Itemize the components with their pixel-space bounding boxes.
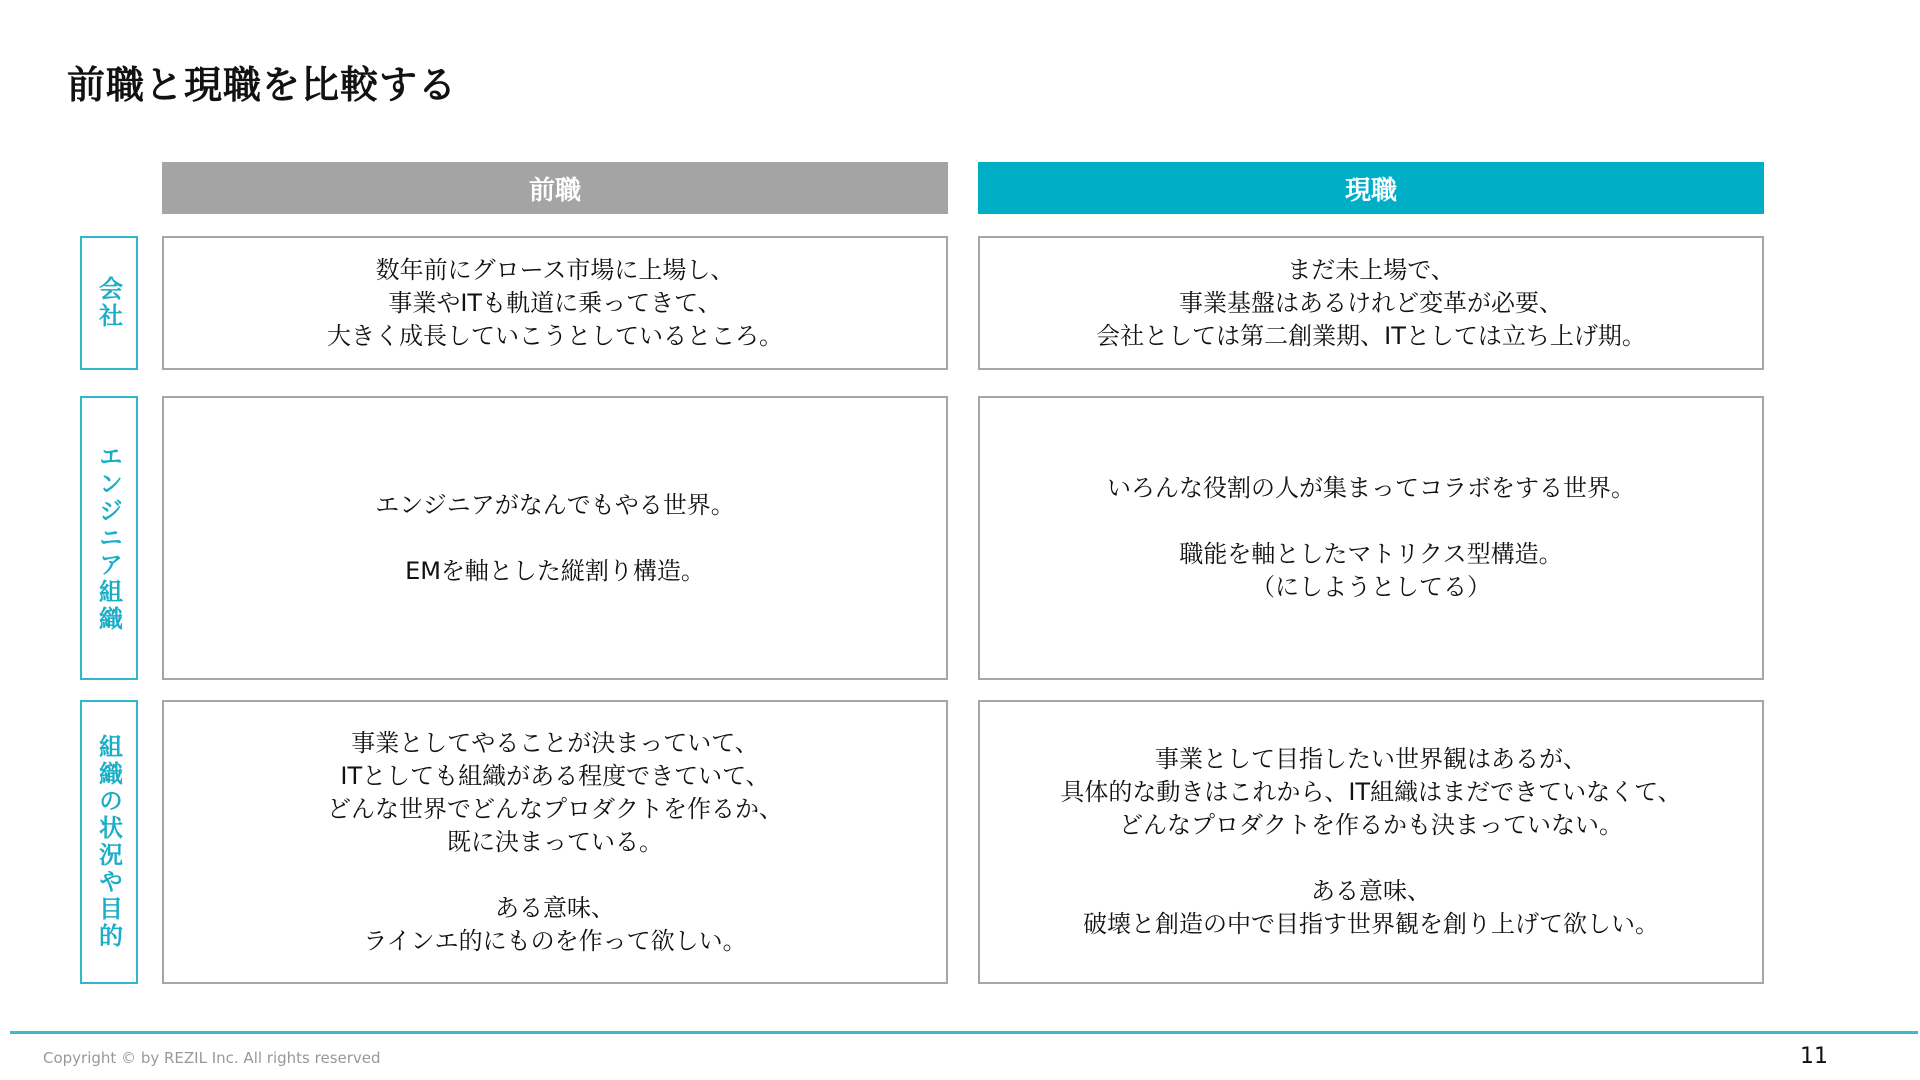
cell-text: 事業としてやることが決まっていて、 ITとしても組織がある程度できていて、 どんな世界でどんなプロダクトを作るか、 既に決まっている。 ある意味、 ラインエ的にものを作って欲しい。 [327, 728, 783, 955]
row-label-text: エンジニア組織 [94, 443, 123, 633]
cell-text: エンジニアがなんでもやる世界。 EMを軸とした縦割り構造。 [375, 490, 735, 585]
cell-text: まだ未上場で、 事業基盤はあるけれど変革が必要、 会社としては第二創業期、ITとしては立ち上げ期。 [1096, 255, 1646, 350]
copyright-text: Copyright © by REZIL Inc. All rights reserved [43, 1049, 381, 1067]
cell-engineering-org-current [978, 396, 1764, 680]
cell-org-situation-current [978, 700, 1764, 984]
row-label-engineering-org [80, 396, 138, 680]
cell-company-previous [162, 236, 948, 370]
row-label-text: 会社 [94, 276, 123, 330]
cell-engineering-org-previous [162, 396, 948, 680]
row-label-company [80, 236, 138, 370]
row-label-org-situation [80, 700, 138, 984]
page-number: 11 [1800, 1044, 1828, 1069]
cell-text: 数年前にグロース市場に上場し、 事業やITも軌道に乗ってきて、 大きく成長していこうとしているところ。 [327, 255, 783, 350]
page-title: 前職と現職を比較する [67, 63, 458, 107]
footer-divider [10, 1031, 1918, 1034]
column-header-current: 現職 [978, 162, 1764, 214]
column-header-previous: 前職 [162, 162, 948, 214]
cell-text: 事業として目指したい世界観はあるが、 具体的な動きはこれから、IT組織はまだできていなくて、 どんなプロダクトを作るかも決まっていない。 ある意味、 破壊と創造の中で目指す世界観を創り上げて欲しい。 [1060, 745, 1682, 938]
row-label-text: 組織の状況や目的 [94, 734, 123, 950]
cell-text: いろんな役割の人が集まってコラボをする世界。 職能を軸としたマトリクス型構造。 （にしようとしてる） [1107, 474, 1635, 601]
cell-org-situation-previous [162, 700, 948, 984]
cell-company-current [978, 236, 1764, 370]
